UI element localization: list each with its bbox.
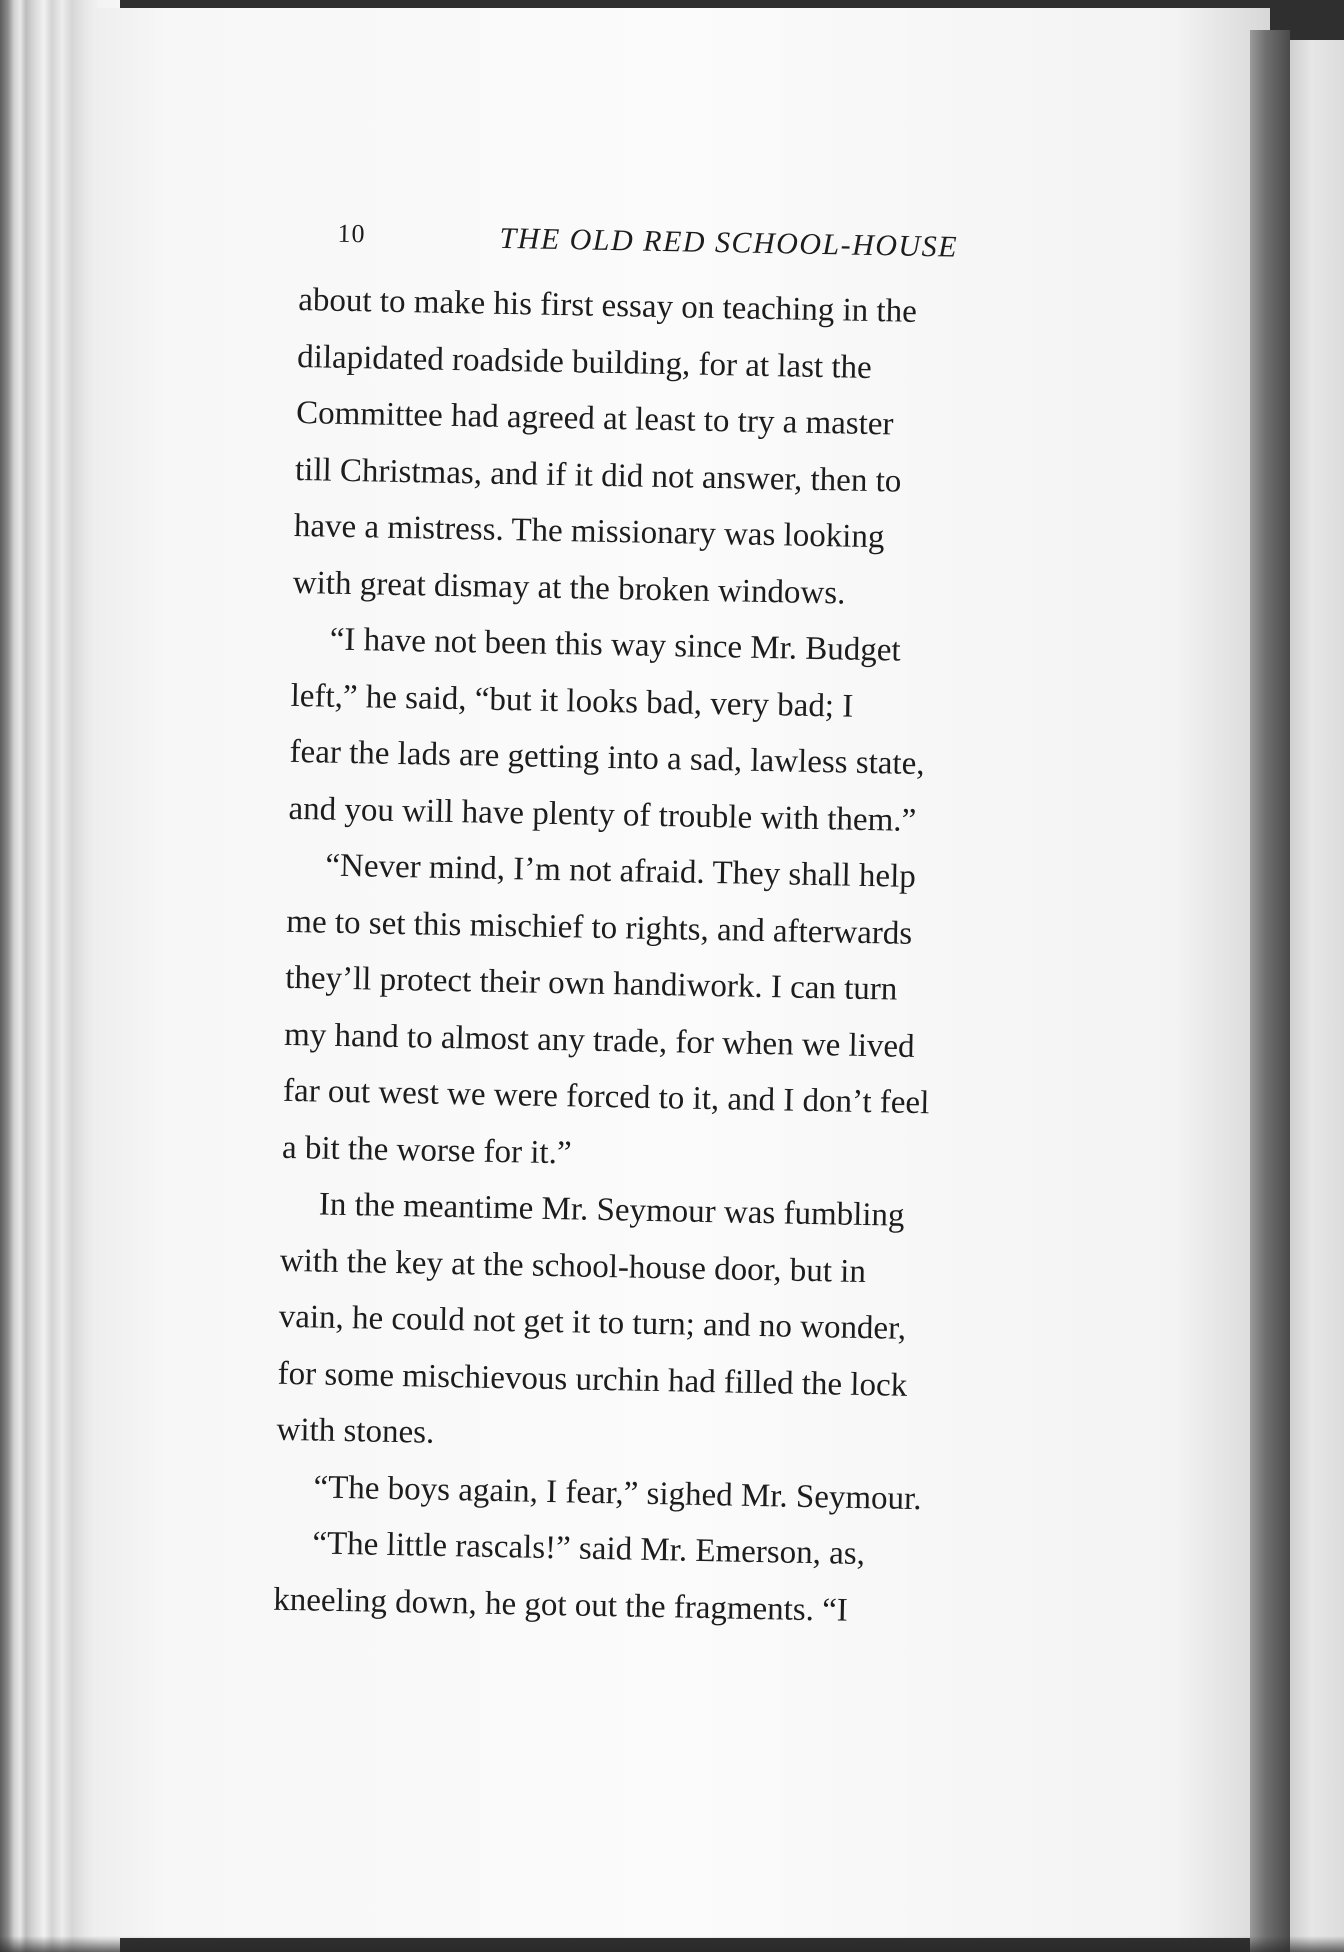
text-line: “The little rascals!” said Mr. Emerson, as,: [312, 1525, 866, 1573]
paragraph: [292, 272, 1138, 627]
text-line: vain, he could not get it to turn; and no wonder,: [278, 1298, 907, 1347]
text-line: with stones.: [276, 1411, 435, 1451]
text-line: “I have not been this way since Mr. Budget: [329, 621, 901, 669]
text-line: till Christmas, and if it did not answer, then to: [294, 451, 902, 500]
text-line: with great dismay at the broken windows.: [292, 564, 846, 612]
text-line: my hand to almost any trade, for when we lived: [283, 1016, 915, 1065]
page-number: 10: [337, 218, 366, 249]
text-line: In the meantime Mr. Seymour was fumbling: [318, 1186, 905, 1234]
text-line: and you will have plenty of trouble with them.”: [288, 790, 917, 839]
bottom-shadow: [0, 1936, 1344, 1952]
paragraph: [281, 837, 1127, 1192]
text-line: dilapidated roadside building, for at last the: [296, 338, 873, 386]
text-line: far out west we were forced to it, and I don’t feel: [282, 1072, 930, 1122]
paragraph: [273, 1515, 1115, 1644]
page-gutter-shadow: [1250, 30, 1290, 1952]
text-line: “Never mind, I’m not afraid. They shall help: [325, 847, 917, 895]
text-line: fear the lads are getting into a sad, lawless state,: [289, 733, 925, 783]
text-line: about to make his first essay on teaching in the: [297, 281, 918, 330]
text-line: “The boys again, I fear,” sighed Mr. Seymour.: [313, 1468, 922, 1517]
text-line: for some mischievous urchin had filled the lock: [277, 1355, 908, 1404]
text-line: a bit the worse for it.”: [281, 1129, 572, 1171]
page-text-block: [273, 212, 1140, 1644]
text-line: Committee had agreed at least to try a master: [295, 394, 894, 443]
text-line: with the key at the school-house door, but in: [279, 1242, 867, 1290]
running-title: THE OLD RED SCHOOL-HOUSE: [499, 221, 959, 264]
paragraph: [276, 1176, 1121, 1475]
text-line: me to set this mischief to rights, and afterwards: [286, 903, 913, 952]
text-line: kneeling down, he got out the fragments. “I: [273, 1581, 849, 1629]
text-line: they’ll protect their own handiwork. I can turn: [284, 959, 898, 1008]
text-line: left,” he said, “but it looks bad, very bad; I: [290, 677, 854, 725]
text-line: have a mistress. The missionary was looking: [293, 507, 885, 556]
next-page-edge: [1290, 40, 1344, 1952]
paragraph: [288, 611, 1132, 853]
